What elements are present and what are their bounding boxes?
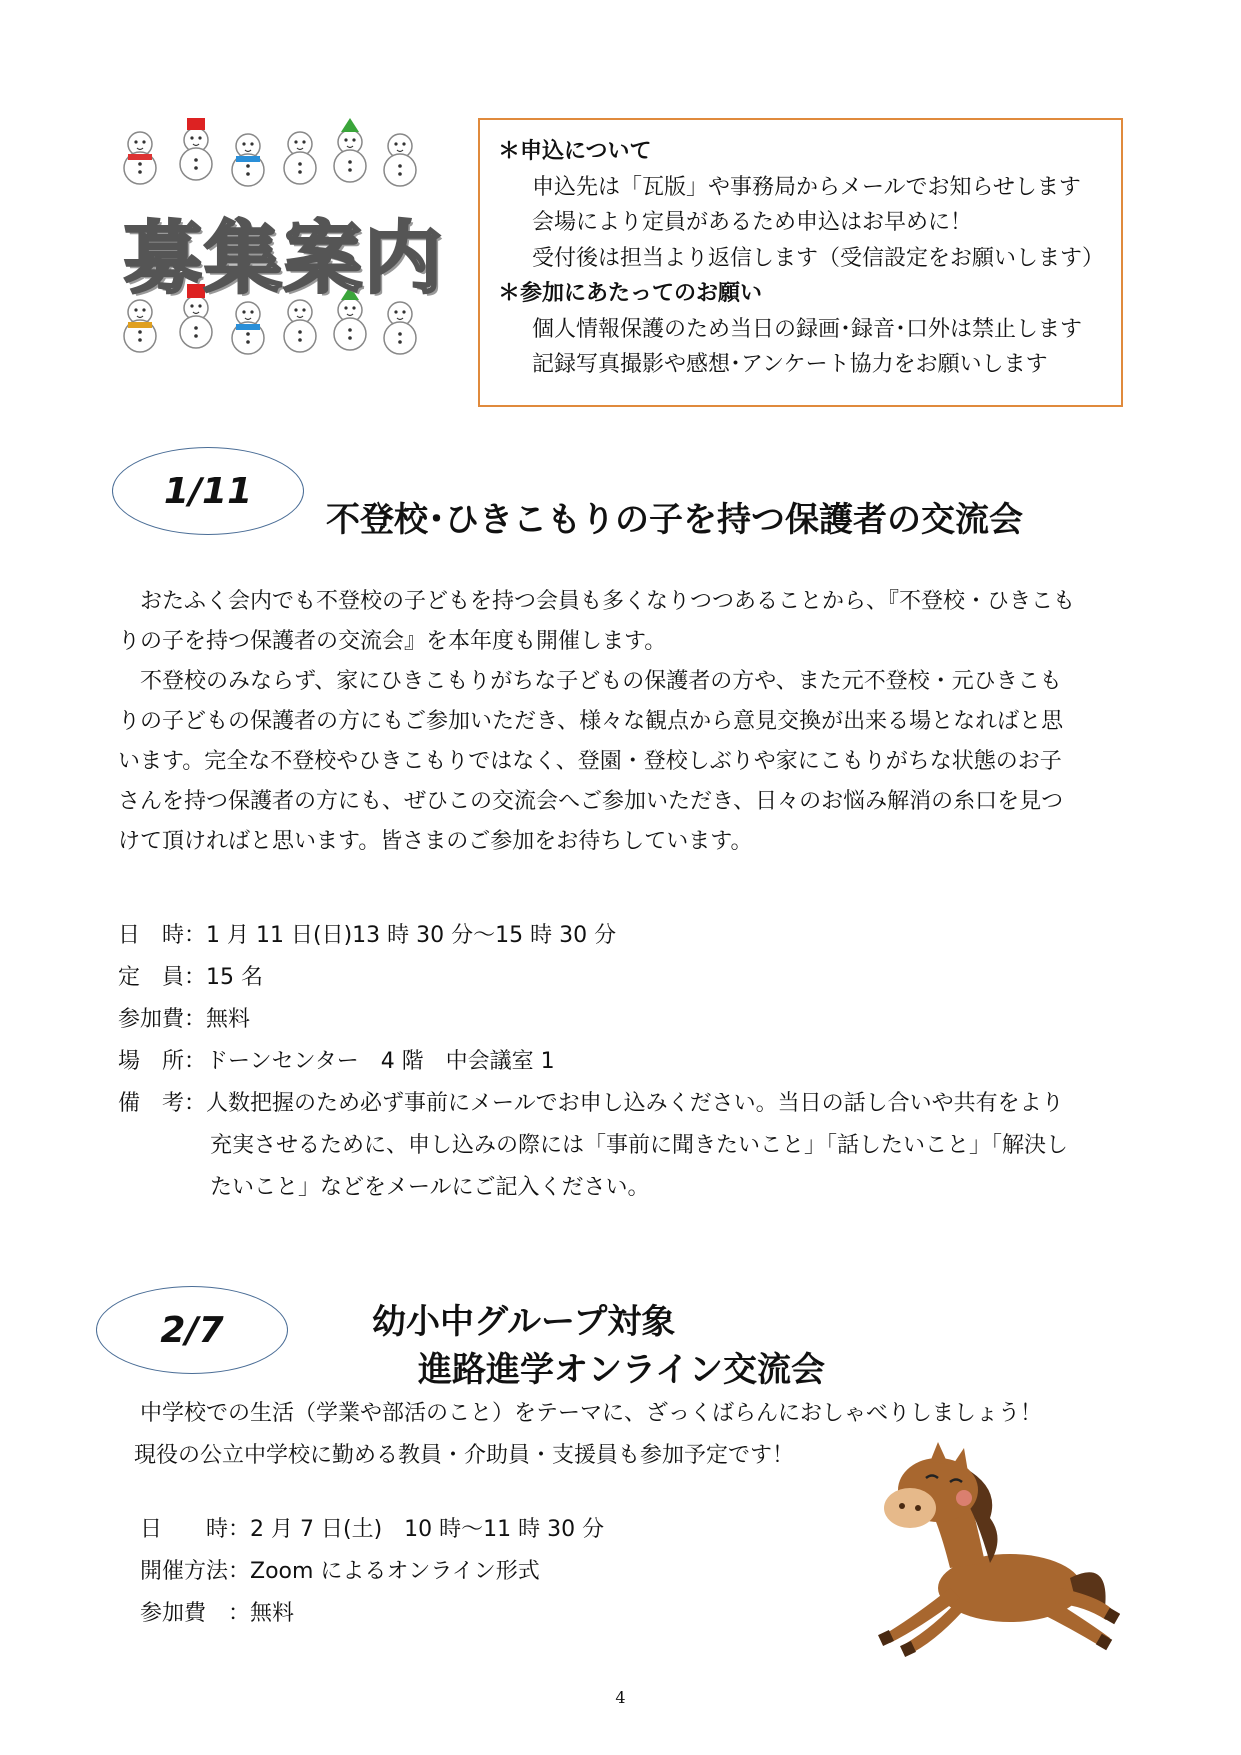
detail-value: 2 月 7 日(土) 10 時～11 時 30 分 [250, 1517, 605, 1542]
event2-intro-line: 現役の公立中学校に勤める教員・介助員・支援員も参加予定です！ [134, 1443, 795, 1468]
event1-title: 不登校･ひきこもりの子を持つ保護者の交流会 [326, 500, 1023, 540]
event1-detail-remarks [118, 1086, 1064, 1117]
notice-heading-participation: ＊参加にあたってのお願い [498, 281, 763, 306]
paragraph-line: けて頂ければと思います。皆さまのご参加をお待ちしています。 [118, 829, 753, 854]
event1-detail-venue [118, 1044, 555, 1075]
detail-label: 開催方法： [140, 1559, 251, 1584]
paragraph-line: います。完全な不登校やひきこもりではなく、登園・登校しぶりや家にこもりがちな状態のお子 [118, 749, 1062, 774]
notice-heading-application: ＊申込について [498, 139, 652, 164]
detail-value: Zoom によるオンライン形式 [250, 1559, 540, 1584]
horse-icon [860, 1438, 1120, 1658]
paragraph-line: りの子を持つ保護者の交流会』を本年度も開催します。 [118, 629, 667, 654]
detail-label: 日 時： [118, 923, 207, 948]
paragraph-line: さんを持つ保護者の方にも、ぜひこの交流会へご参加いただき、日々のお悩み解消の糸口を見つ [118, 789, 1064, 814]
event2-intro-line: 中学校での生活（学業や部活のこと）をテーマに、ざっくばらんにおしゃべりしましょう！ [140, 1401, 1043, 1426]
event2-detail-fee [140, 1596, 294, 1627]
detail-value: 無料 [250, 1601, 295, 1626]
event2-title-line1: 幼小中グループ対象 [372, 1302, 676, 1342]
event1-detail-fee [118, 1002, 250, 1033]
detail-label: 参加費 ： [140, 1601, 251, 1626]
event2-detail-datetime [140, 1512, 604, 1543]
header-title: 募集案内 [124, 214, 445, 304]
event1-description [118, 582, 1118, 862]
event2-date-badge: 2/7 [96, 1286, 288, 1374]
paragraph-line: おたふく会内でも不登校の子どもを持つ会員も多くなりつつあることから、『不登校・ひきこも [140, 589, 1076, 614]
horse-illustration [860, 1438, 1120, 1658]
event2-title-line2: 進路進学オンライン交流会 [418, 1350, 825, 1390]
paragraph-line: 不登校のみならず、家にひきこもりがちな子どもの保護者の方や、また元不登校・元ひきこも [140, 669, 1062, 694]
notice-item: 記録写真撮影や感想･アンケート協力をお願いします [532, 352, 1048, 377]
detail-label: 定 員： [118, 965, 207, 990]
detail-label: 参加費： [118, 1007, 207, 1032]
detail-value: 無料 [206, 1007, 251, 1032]
paragraph-line: りの子どもの保護者の方にもご参加いただき、様々な観点から意見交換が出来る場となればと思 [118, 709, 1064, 734]
notice-item: 会場により定員があるため申込はお早めに！ [532, 210, 973, 235]
notice-item: 個人情報保護のため当日の録画･録音･口外は禁止します [532, 316, 1083, 342]
notice-box [478, 118, 1123, 407]
page-number: 4 [615, 1688, 626, 1707]
detail-label: 場 所： [118, 1049, 207, 1074]
detail-value: ドーンセンター 4 階 中会議室 1 [206, 1049, 555, 1074]
detail-value: 15 名 [206, 965, 264, 990]
detail-label: 備 考： [118, 1091, 207, 1116]
detail-value: 人数把握のため必ず事前にメールでお申し込みください。当日の話し合いや共有をより [206, 1091, 1064, 1116]
notice-item: 申込先は「瓦版」や事務局からメールでお知らせします [532, 174, 1081, 200]
event1-detail-capacity [118, 960, 263, 991]
event1-remarks-cont: たいこと」などをメールにご記入ください。 [210, 1175, 650, 1200]
event1-date-badge: 1/11 [112, 447, 304, 535]
event1-remarks-cont: 充実させるために、申し込みの際には「事前に聞きたいこと」「話したいこと」「解決し [210, 1133, 1069, 1158]
event1-detail-datetime [118, 918, 616, 949]
detail-value: 1 月 11 日(日)13 時 30 分～15 時 30 分 [206, 923, 617, 948]
event2-detail-method [140, 1554, 540, 1585]
detail-label: 日 時： [140, 1517, 251, 1542]
notice-item: 受付後は担当より返信します（受信設定をお願いします） [532, 245, 1105, 271]
